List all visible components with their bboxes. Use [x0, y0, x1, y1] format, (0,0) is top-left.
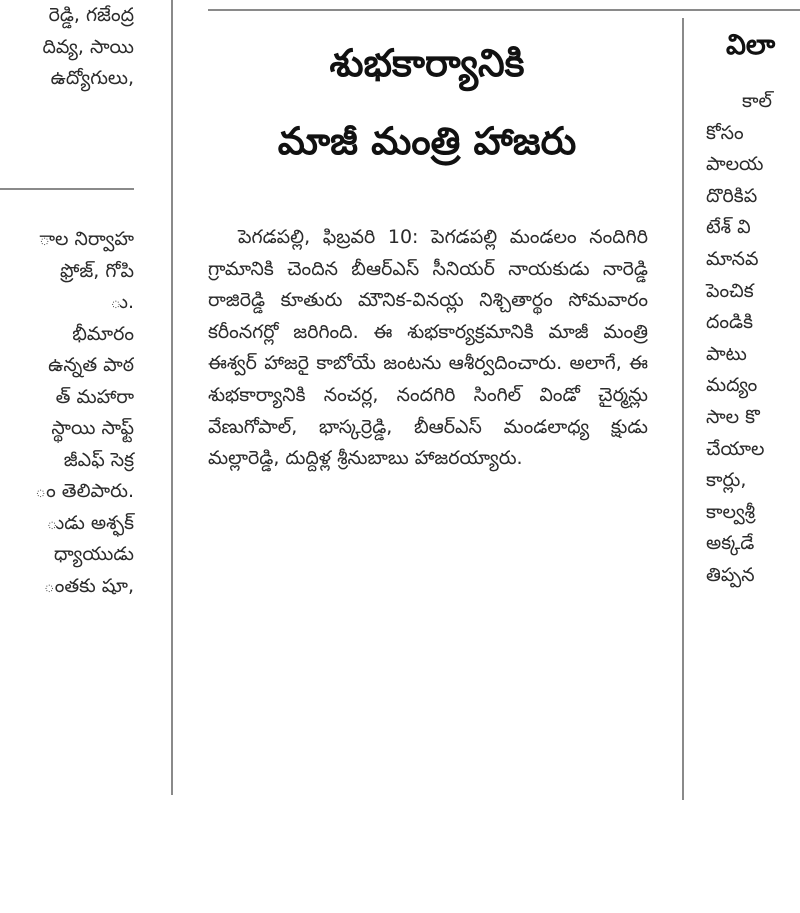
text-line: దండికి [706, 311, 754, 334]
text-line: చేయాల [706, 437, 765, 460]
text-line: కాల్ [742, 90, 772, 112]
text-line: పెంచిక [706, 279, 754, 302]
left-column [0, 0, 136, 800]
right-headline: విలా [726, 28, 776, 61]
text-line: మానవ [706, 247, 759, 270]
headline-line-2: మాజీ మంత్రి హాజరు [277, 119, 577, 163]
text-line: స్థాయి సాఫ్ట్ [51, 417, 134, 439]
right-body-text [706, 86, 772, 592]
headline-line-1: శుభకార్యానికి [329, 41, 525, 85]
text-line: సాల కొ [706, 405, 760, 428]
text-line: కాల్వశ్రీ [706, 500, 756, 523]
text-line: ుడు అశ్ఫక్ [46, 511, 134, 534]
text-line: పాటు [706, 342, 747, 365]
text-line: ఫ్రోజ్, గోపి [60, 259, 134, 282]
text-line: టేశ్ వి [706, 216, 751, 239]
text-line: ు. [110, 291, 134, 313]
text-line: తిప్పన [706, 563, 755, 586]
text-line: కోసం [706, 121, 744, 144]
text-line: అక్కడే [706, 532, 755, 555]
right-column [684, 0, 800, 800]
text-line: ధ్యాయుడు [53, 543, 134, 565]
text-line: ఉద్యోగులు, [50, 67, 134, 89]
article-body: పెగడపల్లి, ఫిబ్రవరి 10: పెగడపల్లి మండలం నందిగిరి గ్రామానికి చెందిన బీఆర్ఎస్ సీనియర్ నాయకుడు నారెడ్డి రాజిరెడ్డి కూతురు మౌనిక-వినయ్ల నిశ్చితార్థం సోమవారం కరీంనగర్లో జరిగింది. ఈ శుభకార్యక్రమానికి మాజీ మంత్రి ఈశ్వర్ హాజరై కాబోయే జంటను ఆశీర్వదించారు. అలాగే, ఈ శుభకార్యానికి నంచర్ల, నందగిరి సింగిల్ విండో చైర్మన్లు వేణుగోపాల్, భాస్కర్రెడ్డి, బీఆర్ఎస్ మండలాధ్య క్షుడు మల్లారెడ్డి, దుద్దిళ్ల శ్రీనుబాబు హాజరయ్యారు. [208, 226, 648, 470]
text-line: ంతకు షూ, [43, 574, 134, 597]
text-line: దివ్య, సాయి [42, 35, 134, 58]
text-line: జీఎఫ్ సెక్ర [63, 448, 134, 471]
left-top-text [42, 0, 134, 95]
left-bottom-text [35, 224, 134, 602]
main-article [178, 0, 676, 800]
text-line: ఉన్నత పాఠ [48, 354, 134, 376]
text-line: త్ మహారా [55, 385, 134, 408]
text-line: దొరికిప [706, 184, 758, 207]
text-line: కార్లు, [706, 469, 747, 492]
text-line: భీమారం [72, 322, 134, 345]
text-line: మద్యం [706, 374, 758, 397]
text-line: రెడ్డి, గజేంద్ర [48, 4, 134, 26]
text-line: ాల నిర్వాహ [39, 228, 134, 250]
column-divider-left [171, 0, 173, 795]
text-line: పాలయ [706, 153, 764, 176]
text-line: ం తెలిపారు. [35, 480, 134, 502]
